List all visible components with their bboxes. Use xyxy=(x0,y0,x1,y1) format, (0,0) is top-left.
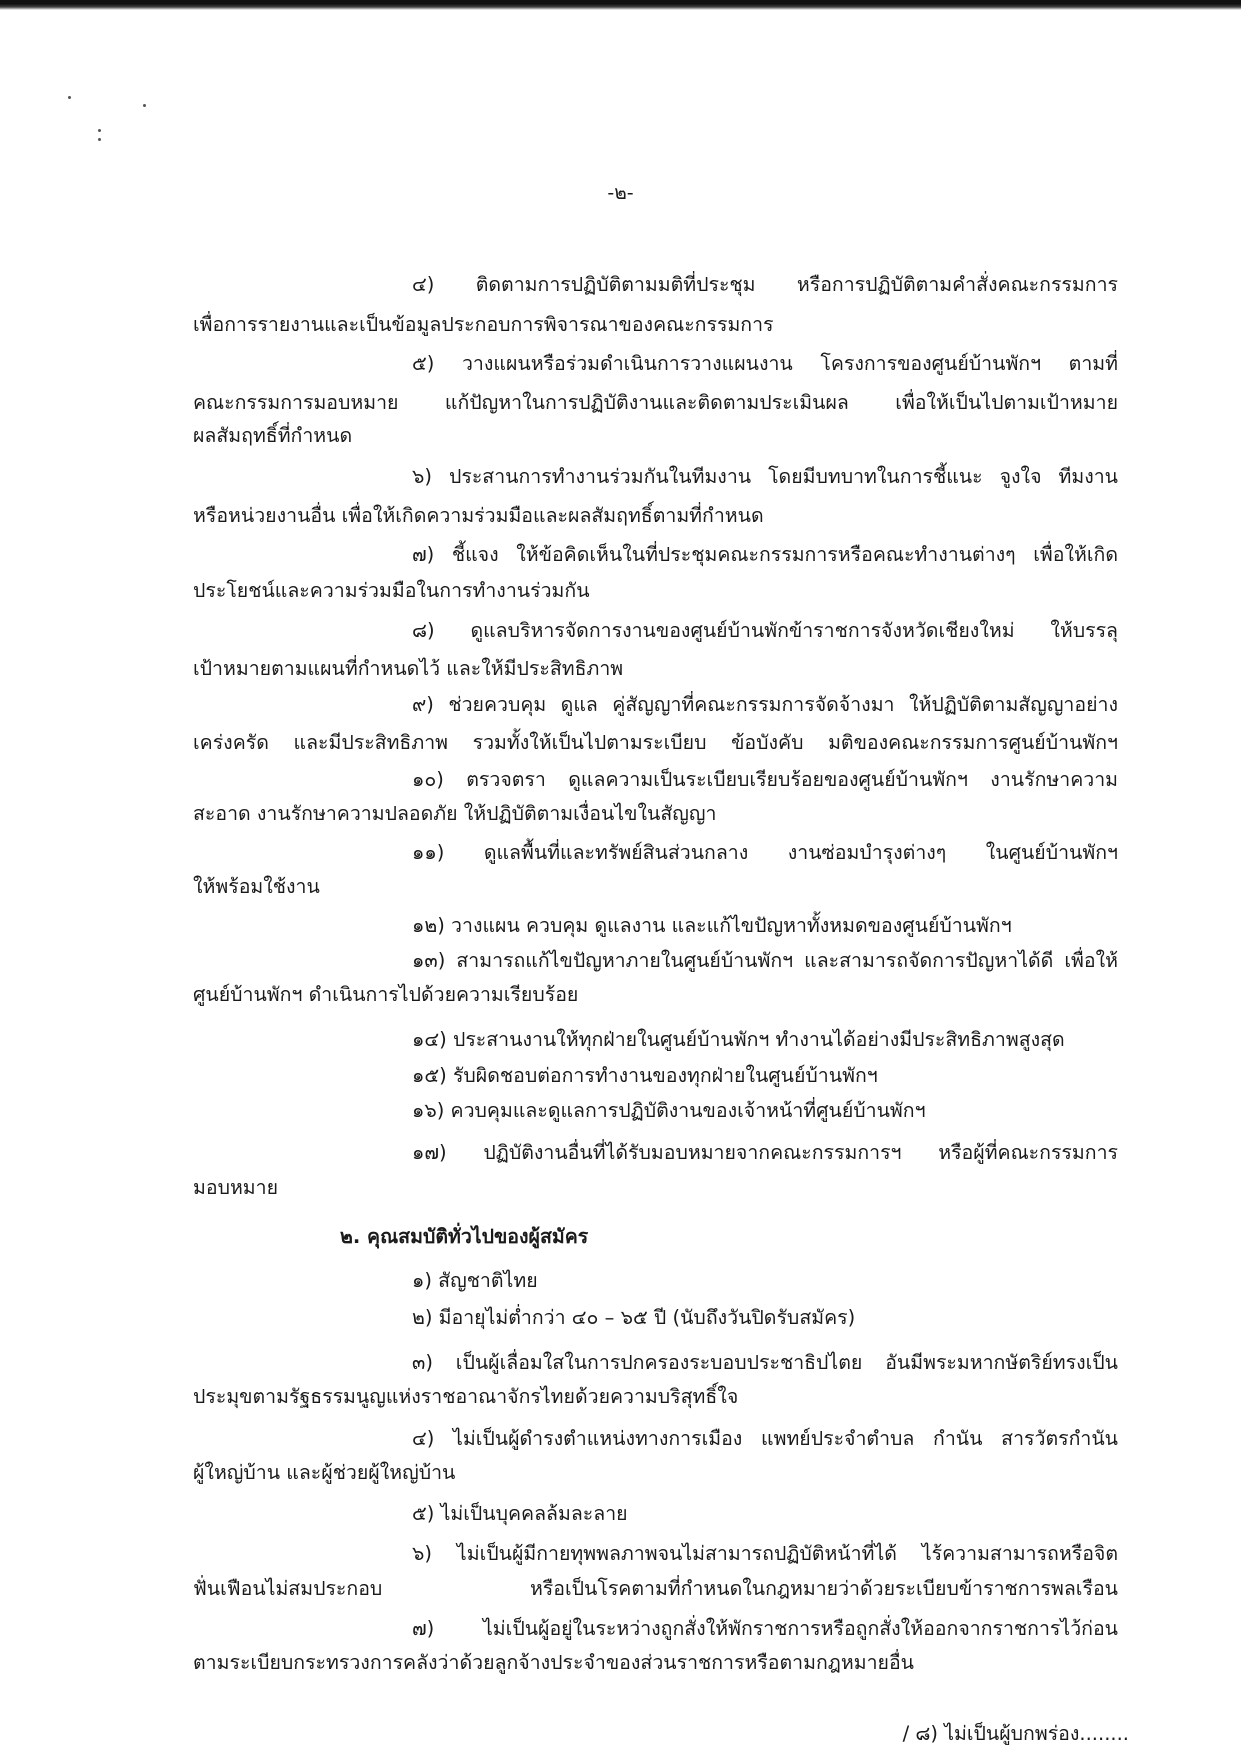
paragraph-line: หรือหน่วยงานอื่น เพื่อให้เกิดความร่วมมือและผลสัมฤทธิ์ตามที่กำหนด xyxy=(193,504,764,527)
scan-speck xyxy=(143,104,146,107)
paragraph-line: คณะกรรมการมอบหมาย แก้ปัญหาในการปฏิบัติงานและติดตามประเมินผล เพื่อให้เป็นไปตามเป้าหมาย xyxy=(193,391,1118,414)
paragraph-line: ๑๓) สามารถแก้ไขปัญหาภายในศูนย์บ้านพักฯ และสามารถจัดการปัญหาได้ดี เพื่อให้ xyxy=(412,949,1118,972)
paragraph-line: สะอาด งานรักษาความปลอดภัย ให้ปฏิบัติตามเงื่อนไขในสัญญา xyxy=(193,802,717,825)
scan-speck xyxy=(68,96,71,99)
paragraph-line: ๒) มีอายุไม่ต่ำกว่า ๔๐ – ๖๕ ปี (นับถึงวันปิดรับสมัคร) xyxy=(412,1306,856,1329)
paragraph-line: เป้าหมายตามแผนที่กำหนดไว้ และให้มีประสิทธิภาพ xyxy=(193,657,624,680)
paragraph-line: มอบหมาย xyxy=(193,1176,279,1199)
paragraph-line: ๕) วางแผนหรือร่วมดำเนินการวางแผนงาน โครงการของศูนย์บ้านพักฯ ตามที่ xyxy=(412,352,1118,375)
paragraph-line: ตามระเบียบกระทรวงการคลังว่าด้วยลูกจ้างประจำของส่วนราชการหรือตามกฎหมายอื่น xyxy=(193,1651,915,1674)
paragraph-line: ๗) ไม่เป็นผู้อยู่ในระหว่างถูกสั่งให้พักราชการหรือถูกสั่งให้ออกจากราชการไว้ก่อน xyxy=(412,1617,1118,1640)
paragraph-line: ๑๒) วางแผน ควบคุม ดูแลงาน และแก้ไขปัญหาทั้งหมดของศูนย์บ้านพักฯ xyxy=(412,914,1012,937)
paragraph-line: ๔) ไม่เป็นผู้ดำรงตำแหน่งทางการเมือง แพทย์ประจำตำบล กำนัน สารวัตรกำนัน xyxy=(412,1427,1118,1450)
page-number: -๒- xyxy=(607,182,634,204)
scan-speck xyxy=(98,129,101,132)
paragraph-line: ๑๔) ประสานงานให้ทุกฝ่ายในศูนย์บ้านพักฯ ทำงานได้อย่างมีประสิทธิภาพสูงสุด xyxy=(412,1028,1065,1051)
paragraph-line: ๙) ช่วยควบคุม ดูแล คู่สัญญาที่คณะกรรมการจัดจ้างมา ให้ปฏิบัติตามสัญญาอย่าง xyxy=(412,693,1118,716)
scan-speck xyxy=(98,138,101,141)
paragraph-line: ๗) ชี้แจง ให้ข้อคิดเห็นในที่ประชุมคณะกรรมการหรือคณะทำงานต่างๆ เพื่อให้เกิด xyxy=(412,543,1118,566)
paragraph-line: ประโยชน์และความร่วมมือในการทำงานร่วมกัน xyxy=(193,579,590,602)
paragraph-line: ๕) ไม่เป็นบุคคลล้มละลาย xyxy=(412,1502,628,1525)
paragraph-line: ๔) ติดตามการปฏิบัติตามมติที่ประชุม หรือการปฏิบัติตามคำสั่งคณะกรรมการ xyxy=(412,273,1118,296)
scan-top-edge xyxy=(0,0,1241,10)
paragraph-line: ๑๐) ตรวจตรา ดูแลความเป็นระเบียบเรียบร้อยของศูนย์บ้านพักฯ งานรักษาความ xyxy=(412,768,1118,791)
paragraph-line: ผลสัมฤทธิ์ที่กำหนด xyxy=(193,424,353,447)
paragraph-line: ประมุขตามรัฐธรรมนูญแห่งราชอาณาจักรไทยด้วยความบริสุทธิ์ใจ xyxy=(193,1385,739,1408)
paragraph-line: ๓) เป็นผู้เลื่อมใสในการปกครองระบอบประชาธิปไตย อันมีพระมหากษัตริย์ทรงเป็น xyxy=(412,1351,1118,1374)
paragraph-line: ๑) สัญชาติไทย xyxy=(412,1269,538,1292)
paragraph-line: ๑๗) ปฏิบัติงานอื่นที่ได้รับมอบหมายจากคณะกรรมการฯ หรือผู้ที่คณะกรรมการ xyxy=(412,1141,1118,1164)
paragraph-line: ๑๕) รับผิดชอบต่อการทำงานของทุกฝ่ายในศูนย์บ้านพักฯ xyxy=(412,1064,878,1087)
paragraph-line: เคร่งครัด และมีประสิทธิภาพ รวมทั้งให้เป็นไปตามระเบียบ ข้อบังคับ มติของคณะกรรมการศูนย์บ้านพักฯ xyxy=(193,731,1118,754)
paragraph-line: ผู้ใหญ่บ้าน และผู้ช่วยผู้ใหญ่บ้าน xyxy=(193,1461,456,1484)
section-heading: ๒. คุณสมบัติทั่วไปของผู้สมัคร xyxy=(340,1225,589,1248)
paragraph-line: ๑๖) ควบคุมและดูแลการปฏิบัติงานของเจ้าหน้าที่ศูนย์บ้านพักฯ xyxy=(412,1099,926,1122)
paragraph-line: ๑๑) ดูแลพื้นที่และทรัพย์สินส่วนกลาง งานซ่อมบำรุงต่างๆ ในศูนย์บ้านพักฯ xyxy=(412,841,1118,864)
paragraph-line: ๘) ดูแลบริหารจัดการงานของศูนย์บ้านพักข้าราชการจังหวัดเชียงใหม่ ให้บรรลุ xyxy=(412,619,1118,642)
paragraph-line: เพื่อการรายงานและเป็นข้อมูลประกอบการพิจารณาของคณะกรรมการ xyxy=(193,313,774,336)
paragraph-line: ฟั่นเฟือนไม่สมประกอบ หรือเป็นโรคตามที่กำหนดในกฎหมายว่าด้วยระเบียบข้าราชการพลเรือน xyxy=(193,1577,1118,1600)
paragraph-line: ศูนย์บ้านพักฯ ดำเนินการไปด้วยความเรียบร้อย xyxy=(193,983,579,1006)
paragraph-line: ๖) ประสานการทำงานร่วมกันในทีมงาน โดยมีบทบาทในการชี้แนะ จูงใจ ทีมงาน xyxy=(412,465,1118,488)
paragraph-line: ๖) ไม่เป็นผู้มีกายทุพพลภาพจนไม่สามารถปฏิบัติหน้าที่ได้ ไร้ความสามารถหรือจิต xyxy=(412,1542,1118,1565)
paragraph-line: ให้พร้อมใช้งาน xyxy=(193,875,320,898)
continuation-footer: / ๘) ไม่เป็นผู้บกพร่อง........ xyxy=(902,1722,1129,1745)
